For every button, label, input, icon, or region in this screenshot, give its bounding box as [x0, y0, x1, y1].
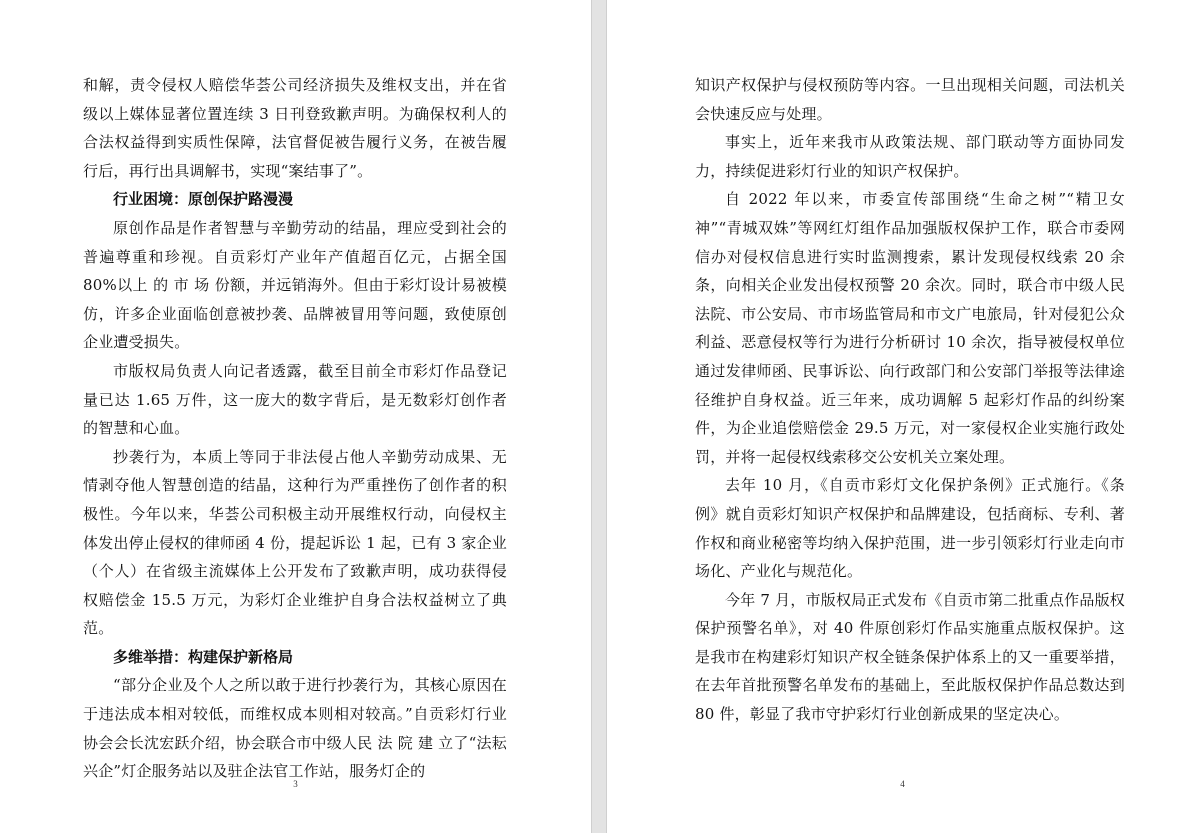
paragraph: 市版权局负责人向记者透露，截至目前全市彩灯作品登记量已达 1.65 万件，这一庞大的数字背后，是无数彩灯创作者的智慧和心血。: [83, 361, 507, 438]
section-heading: 行业困境：原创保护路漫漫: [113, 190, 294, 209]
paragraph: 知识产权保护与侵权预防等内容。一旦出现相关问题，司法机关会快速反应与处理。: [695, 76, 1125, 123]
paragraph: 和解，责令侵权人赔偿华荟公司经济损失及维权支出，并在省级以上媒体显著位置连续 3 日刊登致歉声明。为确保权利人的合法权益得到实质性保障，法官督促被告履行义务，在被告履行后，再行出具调解书，实现“案结事了”。: [83, 76, 507, 180]
page-separator: [591, 0, 607, 833]
paragraph: 今年 7 月，市版权局正式发布《自贡市第二批重点作品版权保护预警名单》，对 40 件原创彩灯作品实施重点版权保护。这是我市在构建彩灯知识产权全链条保护体系上的又一重要举措，在去年首批预警名单发布的基础上，至此版权保护作品总数达到 80 件，彰显了我市守护彩灯行业创新成果的坚定决心。: [695, 590, 1125, 724]
paragraph: 去年 10 月，《自贡市彩灯文化保护条例》正式施行。《条例》就自贡彩灯知识产权保护和品牌建设，包括商标、专利、著作权和商业秘密等均纳入保护范围，进一步引领彩灯行业走向市场化、产业化与规范化。: [695, 476, 1125, 581]
section-heading: 多维举措：构建保护新格局: [113, 647, 294, 666]
page-number: 4: [900, 779, 905, 789]
page-number: 3: [293, 779, 298, 789]
paragraph: 自 2022 年以来，市委宣传部围绕“生命之树”“精卫女神”“青城双姝”等网红灯组作品加强版权保护工作，联合市委网信办对侵权信息进行实时监测搜索，累计发现侵权线索 20 余条，向相关企业发出侵权预警 20 余次。同时，联合市中级人民法院、市公安局、市市场监管局和市文广电旅局，针对侵犯公众利益、恶意侵权等行为进行分析研讨 10 余次，指导被侵权单位通过发律师函、民事诉讼、向行政部门和公安部门举报等法律途径维护自身权益。近三年来，成功调解 5 起彩灯作品的纠纷案件，为企业追偿赔偿金 29.5 万元，对一家侵权企业实施行政处罚，并将一起侵权线索移交公安机关立案处理。: [695, 190, 1125, 466]
paragraph: 事实上，近年来我市从政策法规、部门联动等方面协同发力，持续促进彩灯行业的知识产权保护。: [695, 133, 1125, 180]
paragraph: “部分企业及个人之所以敢于进行抄袭行为，其核心原因在于违法成本相对较低，而维权成本则相对较高。”自贡彩灯行业协会会长沈宏跃介绍，协会联合市中级人民 法 院 建 立了“法耘兴企”灯企服务站以及驻企法官工作站，服务灯企的: [83, 676, 507, 781]
paragraph: 原创作品是作者智慧与辛勤劳动的结晶，理应受到社会的普遍尊重和珍视。自贡彩灯产业年产值超百亿元，占据全国 80%以上 的 市 场 份额，并远销海外。但由于彩灯设计易被模仿，许多企业面临创意被抄袭、品牌被冒用等问题，致使原创企业遭受损失。: [83, 218, 507, 352]
paragraph: 抄袭行为，本质上等同于非法侵占他人辛勤劳动成果、无情剥夺他人智慧创造的结晶，这种行为严重挫伤了创作者的积极性。今年以来，华荟公司积极主动开展维权行动，向侵权主体发出停止侵权的律师函 4 份，提起诉讼 1 起，已有 3 家企业（个人）在省级主流媒体上公开发布了致歉声明，成功获得侵权赔偿金 15.5 万元，为彩灯企业维护自身合法权益树立了典范。: [83, 447, 507, 638]
document-page-left: [0, 0, 591, 833]
document-page-right: [607, 0, 1198, 833]
